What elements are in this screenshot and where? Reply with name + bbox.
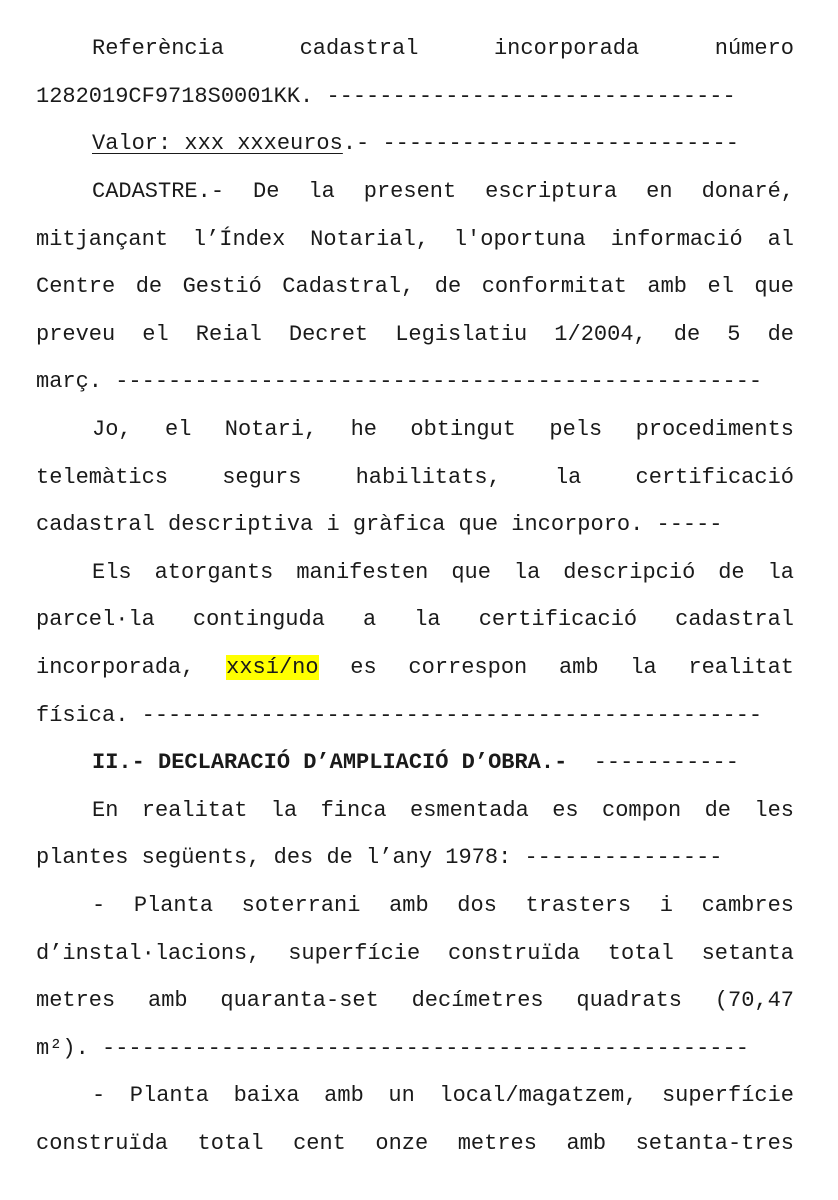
text-line: física. ----------------------------------------------- — [36, 703, 763, 728]
text-line: incorporada, xxsí/no es correspon amb la realitat — [36, 655, 794, 680]
section-heading: II.- DECLARACIÓ D’AMPLIACIÓ D’OBRA.- ----------- — [92, 750, 739, 775]
text-line: En realitat la finca esmentada es compon de les — [92, 798, 794, 823]
text-line: març. ------------------------------------------------- — [36, 369, 763, 394]
text-line: metres amb quaranta-set decímetres quadrats (70,47 — [36, 988, 794, 1013]
text-line: Jo, el Notari, he obtingut pels procediments — [92, 417, 794, 442]
text-line: 1282019CF9718S0001KK. ------------------------------- — [36, 84, 736, 109]
text-line: Valor: xxx xxxeuros.- --------------------------- — [92, 131, 739, 156]
text-line: plantes següents, des de l’any 1978: --------------- — [36, 845, 723, 870]
value-field-underlined: Valor: xxx xxxeuros — [92, 131, 343, 156]
list-item-line: - Planta soterrani amb dos trasters i cambres — [92, 893, 794, 918]
text-line: parcel·la continguda a la certificació cadastral — [36, 607, 794, 632]
text-line: cadastral descriptiva i gràfica que incorporo. ----- — [36, 512, 723, 537]
highlighted-placeholder: xxsí/no — [226, 655, 319, 680]
text-line: Centre de Gestió Cadastral, de conformitat amb el que — [36, 274, 794, 299]
text-line: preveu el Reial Decret Legislatiu 1/2004, de 5 de — [36, 322, 794, 347]
section-heading-text: II.- DECLARACIÓ D’AMPLIACIÓ D’OBRA.- — [92, 750, 568, 775]
text-line: Referència cadastral incorporada número — [92, 36, 794, 61]
text-line: CADASTRE.- De la present escriptura en donaré, — [92, 179, 794, 204]
text-line: telemàtics segurs habilitats, la certificació — [36, 465, 794, 490]
text-line: construïda total cent onze metres amb setanta-tres — [36, 1131, 794, 1156]
text-line: m²). ------------------------------------------------- — [36, 1036, 749, 1061]
list-item-line: - Planta baixa amb un local/magatzem, superfície — [92, 1083, 794, 1108]
text-line: d’instal·lacions, superfície construïda total setanta — [36, 941, 794, 966]
text-line: Els atorgants manifesten que la descripció de la — [92, 560, 794, 585]
text-line: mitjançant l’Índex Notarial, l'oportuna informació al — [36, 227, 794, 252]
